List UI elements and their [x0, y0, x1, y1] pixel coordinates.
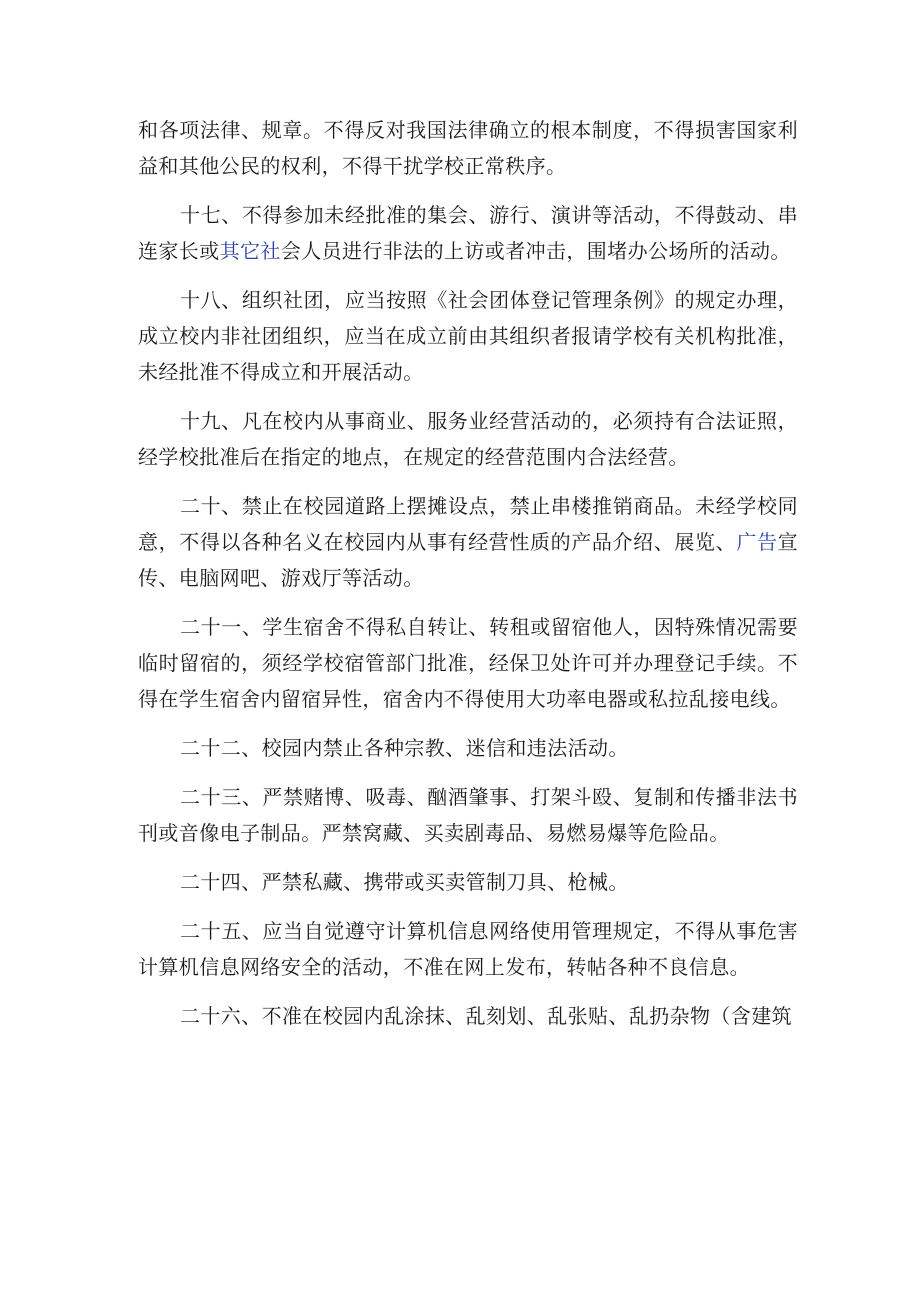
paragraph: [138, 197, 798, 269]
paragraph: [138, 609, 798, 717]
paragraph-text: 十七、不得参加未经批准的集会、游行、演讲等活动，不得鼓动、串连家长或: [138, 203, 798, 263]
paragraph-text: 和各项法律、规章。不得反对我国法律确立的根本制度，不得损害国家利益和其他公民的权利，不得干扰学校正常秩序。: [138, 118, 798, 178]
document-page: [138, 112, 798, 1047]
paragraph: [138, 913, 798, 985]
paragraph-text: 二十五、应当自觉遵守计算机信息网络使用管理规定，不得从事危害计算机信息网络安全的活动，不准在网上发布，转帖各种不良信息。: [138, 919, 798, 979]
paragraph-text: 二十一、学生宿舍不得私自转让、转租或留宿他人，因特殊情况需要临时留宿的，须经学校宿管部门批准，经保卫处许可并办理登记手续。不得在学生宿舍内留宿异性，宿舍内不得使用大功率电器或私拉乱接电线。: [138, 615, 798, 711]
paragraph: [138, 779, 798, 851]
inline-link[interactable]: 其它社: [219, 239, 281, 263]
paragraph: [138, 282, 798, 390]
paragraph: [138, 112, 798, 184]
paragraph: [138, 488, 798, 596]
paragraph-text: 二十四、严禁私藏、携带或买卖管制刀具、枪械。: [180, 870, 629, 894]
paragraph: [138, 403, 798, 475]
paragraph: [138, 998, 798, 1034]
paragraph-text: 十八、组织社团，应当按照《社会团体登记管理条例》的规定办理，成立校内非社团组织，应当在成立前由其组织者报请学校有关机构批准，未经批准不得成立和开展活动。: [138, 288, 798, 384]
paragraph-text: 十九、凡在校内从事商业、服务业经营活动的，必须持有合法证照，经学校批准后在指定的地点，在规定的经营范围内合法经营。: [138, 409, 798, 469]
inline-link[interactable]: 广告: [736, 530, 778, 554]
paragraph-text: 宣传、电脑网吧、游戏厅等活动。: [138, 530, 798, 590]
paragraph-text: 二十六、不准在校园内乱涂抹、乱刻划、乱张贴、乱扔杂物（含建筑: [180, 1004, 792, 1028]
paragraph-text: 会人员进行非法的上访或者冲击，围堵办公场所的活动。: [280, 239, 791, 263]
paragraph: [138, 730, 798, 766]
paragraph-text: 二十二、校园内禁止各种宗教、迷信和违法活动。: [180, 736, 629, 760]
paragraph: [138, 864, 798, 900]
paragraph-text: 二十、禁止在校园道路上摆摊设点，禁止串楼推销商品。未经学校同意，不得以各种名义在校园内从事有经营性质的产品介绍、展览、: [138, 494, 798, 554]
paragraph-text: 二十三、严禁赌博、吸毒、酗酒肇事、打架斗殴、复制和传播非法书刊或音像电子制品。严禁窝藏、买卖剧毒品、易燃易爆等危险品。: [138, 785, 798, 845]
